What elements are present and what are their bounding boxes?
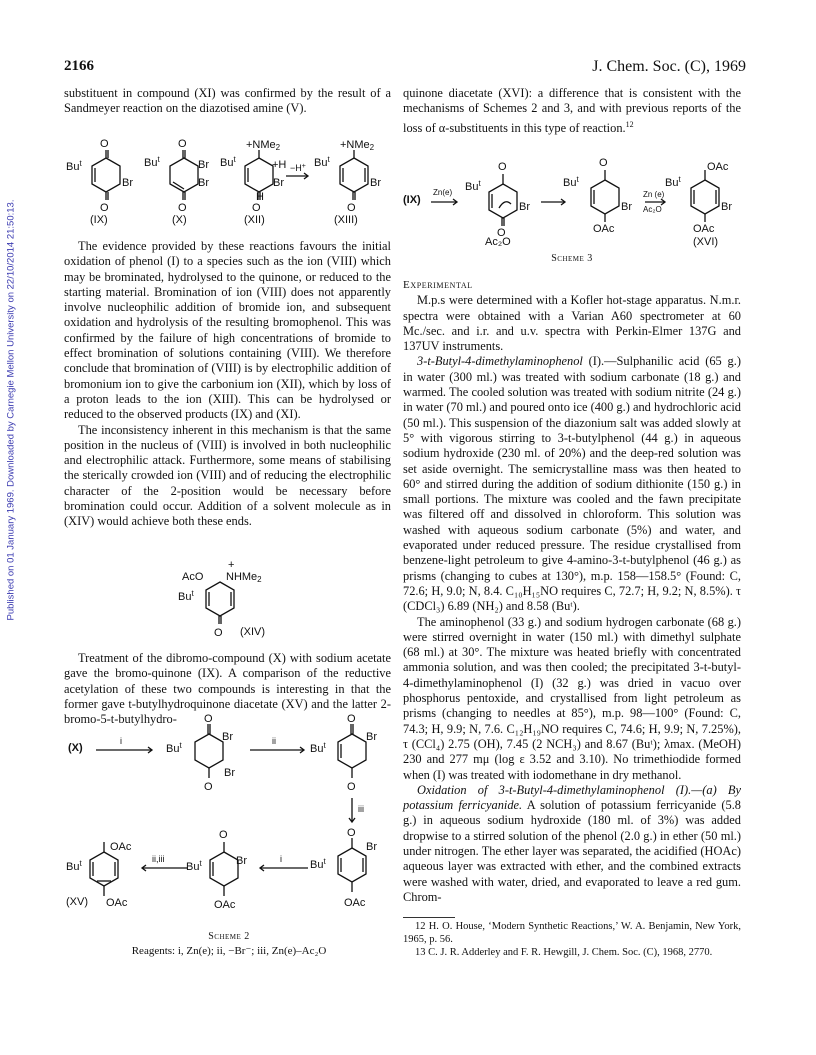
scheme3-ac2o: Ac₂O (643, 205, 662, 214)
experimental-section: Experimental M.p.s were determined with a Kofler hot-stage apparatus. N.m.r. spectra were obtained with a Varian A60 spectrometer at 60 Mc./sec. and i.r. and u.v. spectra with Perkin-Elmer 137G and 137UV instruments. 3-t-Butyl-4-dimethylaminophenol (I).—Sulphanilic acid (65 g.) in water (300 ml.) was treated with sodium carbonate (18 g.) and warmed. The cooled solution was treated with sodium nitrite (24 g.) in water (70 ml.) and poured onto ice (400 g.) and hydrochloric acid (50 ml.). This suspension of the diazonium salt was added slowly at 5° with vigorous stirring to 3-t-butylphenol (44 g.) in aqueous sodium hydroxide (230 ml. of 20%) and the deep-red solution was set aside overnight. The semicrystalline mass was then heated to 60° and stirred during the addition of sodium dithionite (150 g.) in small portions. The mixture was cooled and the fawn precipitate was filtered off and dissolved in chloroform. This solution was washed with aqueous sodium carbonate (5%) and water, and evaporated under reduced pressure. The residue crystallised from benzene-light petroleum to give 4-amino-3-t-butylphenol (46 g.) as prisms (changing to cubes at 130°), m.p. 158—158.5° (Found: C, 72.6; H, 9.0; N, 8.4. C₁₀H₁₅NO requires C, 72.7; H, 9.2; N, 8.5%). τ (CDCl₃) 6.89 (NH₂) and 8.58 (Buᵗ). The aminophenol (33 g.) and sodium hydrogen carbonate (68 g.) were stirred overnight in water (150 ml.) with dimethyl sulphate (68 ml.) at 30°. The mixture was heated briefly with concentrated ammonia solution, and was then cooled; the precipitated 3-t-butyl-4-dimethylaminophenol (I) (32 g.) was dried in vacuo over phosphorus pentoxide, and crystallised from light petroleum as prisms (changing to needles at 85°), m.p. 98—100° (Found: C, 74.3; H, 9.9; N, 7.6. C₁₂H₁₉NO requires C, 74.6; H, 9.9; N, 7.25%), τ (CCl₄) 2.75 (OH), 7.45 (2 NCH₃) and 8.67 (Buᵗ); λmax. (MeOH) 230 and 277 mμ (log ε 3.52 and 3.10). No trimethiodide formed when (I) was treated with iodomethane in dry methanol. Oxidation of 3-t-Butyl-4-dimethylaminophenol (I).—(a) By potassium ferricyanide. A solution of potassium ferricyanide (5.8 g.) in aqueous sodium hydroxide (180 ml. of 3%) was added dropwise to a stirred solution of the phenol (2.0 g.) in ether (50 ml.) under nitrogen. The ether layer was separated, the acidified (HOAc) aqueous layer was extracted with ether, and the combined extracts were washed with water, dried, and evaporated to leave a red gum. Chrom- (403, 279, 741, 904)
svg-text:O: O (100, 202, 109, 214)
svg-text:OAc: OAc (344, 897, 366, 909)
reference-12: 12 H. O. House, ‘Modern Synthetic Reactions,’ W. A. Benjamin, New York, 1965, p. 56. (403, 921, 741, 945)
scheme2-caption: Scheme 2 (208, 931, 250, 942)
svg-text:Br: Br (198, 177, 209, 189)
scheme2-step-ii: ii (272, 736, 276, 746)
svg-text:But: Bu$^t$ (66, 859, 82, 873)
svg-text:But: Bu$^t$ (144, 155, 160, 169)
svg-text:+NMe2: +NMe2 (340, 139, 375, 152)
svg-text:O: O (204, 713, 213, 725)
svg-text:O: O (498, 161, 507, 173)
svg-text:But: Bu$^t$ (310, 857, 326, 871)
svg-text:NHMe2: NHMe2 (226, 571, 262, 584)
scheme2-step-iii: iii (358, 804, 364, 814)
svg-text:OAc: OAc (110, 841, 132, 853)
structures-ix-xiii (64, 128, 394, 238)
right-paragraph-1: quinone diacetate (XVI): a difference that is consistent with the mechanisms of Schemes 2 and 3, and with previous reports of the loss of α-substituents in this type of reaction.$^{12}$ (403, 86, 741, 135)
svg-text:Br: Br (370, 177, 381, 189)
svg-text:+H: +H (272, 159, 287, 171)
label-xiv: (XIV) (240, 626, 266, 638)
svg-text:O: O (497, 227, 506, 239)
svg-text:O: O (204, 781, 213, 793)
svg-text:Br: Br (224, 767, 235, 779)
scheme2-step-i: i (120, 736, 122, 746)
scheme2-label-xv: (XV) (66, 896, 88, 908)
footnote-rule (403, 917, 455, 918)
left-paragraph-4: Treatment of the dibromo-compound (X) with sodium acetate gave the bromo-quinone (IX). A comparison of the reductive acetylation of these two compounds is interesting in that the former gave t-butylhydroquinone diacetate (XV) and the latter 2-bromo-5-t-butylhydro- (64, 651, 391, 727)
label-xiii: (XIII) (334, 214, 358, 226)
scheme2-step-i-2: i (280, 854, 282, 864)
scheme3-label-ix: (IX) (403, 194, 421, 206)
svg-text:H: H (256, 191, 264, 203)
svg-text:OAc: OAc (707, 161, 729, 173)
svg-text:+: + (228, 559, 235, 571)
download-notice[interactable] (4, 180, 18, 640)
svg-text:O: O (347, 713, 356, 725)
svg-text:O: O (178, 138, 187, 150)
svg-text:O: O (347, 202, 356, 214)
label-ix: (IX) (90, 214, 108, 226)
svg-text:Br: Br (122, 177, 133, 189)
svg-text:AcO: AcO (182, 571, 204, 583)
svg-text:O: O (178, 202, 187, 214)
page-number: 2166 (64, 58, 94, 74)
scheme3-zn-2: Zn (e) (643, 190, 665, 199)
svg-text:−H+: −H+ (290, 163, 306, 173)
svg-text:O: O (252, 202, 261, 214)
svg-text:O: O (219, 829, 228, 841)
svg-text:+NMe2: +NMe2 (246, 139, 281, 152)
svg-text:O: O (100, 138, 109, 150)
scheme-2 (64, 713, 394, 925)
svg-text:OAc: OAc (214, 899, 236, 911)
svg-text:O: O (347, 827, 356, 839)
label-xii: (XII) (244, 214, 265, 226)
left-paragraph-1: substituent in compound (XI) was confirmed by the result of a Sandmeyer reaction on the diazotised amine (V). (64, 86, 391, 116)
experimental-heading: Experimental (403, 279, 473, 291)
scheme2-label-x: (X) (68, 742, 83, 754)
svg-text:Br: Br (366, 731, 377, 743)
references (403, 921, 741, 961)
svg-text:Br: Br (366, 841, 377, 853)
scheme-3 (403, 150, 741, 250)
svg-text:Br: Br (198, 159, 209, 171)
svg-text:OAc: OAc (693, 223, 715, 235)
scheme3-ac2o-reactant: Ac₂O (485, 236, 511, 248)
svg-text:Br: Br (273, 177, 284, 189)
scheme2-reagents: Reagents: i, Zn(e); ii, −Br⁻; iii, Zn(e)–Ac₂O (131, 945, 327, 957)
svg-text:But: Bu$^t$ (314, 155, 330, 169)
svg-text:But: Bu$^t$ (186, 859, 202, 873)
svg-text:But: Bu$^t$ (465, 179, 481, 193)
svg-text:Br: Br (621, 201, 632, 213)
svg-text:But: Bu$^t$ (66, 159, 82, 173)
svg-text:But: Bu$^t$ (166, 741, 182, 755)
svg-text:But: Bu$^t$ (665, 175, 681, 189)
label-x: (X) (172, 214, 187, 226)
reference-13: 13 C. J. R. Adderley and F. R. Hewgill, J. Chem. Soc. (C), 1968, 2770. (415, 947, 713, 958)
svg-text:O: O (347, 781, 356, 793)
structure-xiv (170, 560, 310, 650)
left-paragraph-2: The evidence provided by these reactions favours the initial oxidation of phenol (I) to a species such as the ion (VIII) which may be brominated, hydrolysed to the quinone, or reduced to the starting material. Bromination of ion (VIII) does not apparently involve nucleophilic addition of bromide ion, and subsequent oxidation and hydrolysis of the resulting bromophenol. This was confirmed by the failure of high concentrations of bromide to effect bromination of solutions containing (VIII). We therefore conclude that bromination of (VIII) is by electrophilic addition of bromonium ion to give the carbonium ion (XII), which by loss of a proton leads to the ion (XIII). This can be hydrolysed or reduced to the observed products (IX) and (XI). The inconsistency inherent in this mechanism is that the same position in the nucleus of (VIII) is involved in both nucleophilic and electrophilic attack. Furthermore, some means of stabilising the sterically crowded ion (VIII) and of reducing the electrophilic character of the 2-position would be necessary before bromination could occur. Addition of a solvent molecule as in (XIV) would achieve both these ends. (64, 239, 391, 529)
svg-text:OAc: OAc (106, 897, 128, 909)
svg-text:But: Bu$^t$ (220, 155, 236, 169)
svg-text:O: O (599, 157, 608, 169)
scheme3-zn: Zn(e) (433, 188, 453, 197)
svg-text:OAc: OAc (593, 223, 615, 235)
scheme3-caption: Scheme 3 (551, 253, 593, 264)
svg-text:O: O (214, 627, 223, 639)
journal-header: J. Chem. Soc. (C), 1969 (592, 58, 746, 75)
svg-text:But: Bu$^t$ (563, 175, 579, 189)
svg-text:Br: Br (236, 855, 247, 867)
svg-text:But: Bu$^t$ (178, 589, 194, 603)
svg-text:Br: Br (222, 731, 233, 743)
svg-text:But: Bu$^t$ (310, 741, 326, 755)
download-notice-text[interactable]: Published on 01 January 1969. Downloaded by Carnegie Mellon University on 22/10/2014 21:50:13. (5, 199, 17, 621)
svg-text:Br: Br (519, 201, 530, 213)
scheme3-label-xvi: (XVI) (693, 236, 719, 248)
scheme2-step-ii-iii: ii,iii (152, 854, 165, 864)
svg-text:Br: Br (721, 201, 732, 213)
